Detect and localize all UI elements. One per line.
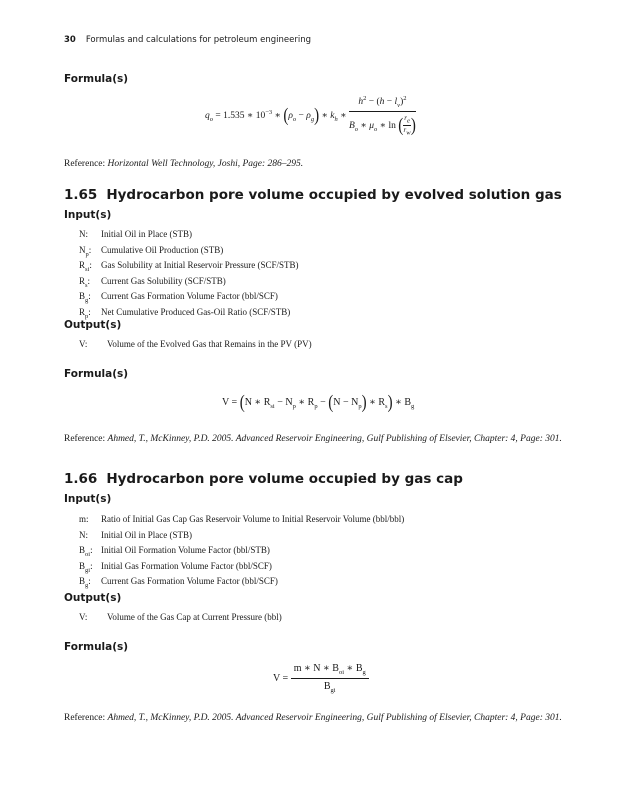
input-row: $R_s$: Current Gas Solubility (SCF/STB) [79,275,226,289]
section-title: Hydrocarbon pore volume occupied by gas cap [106,471,463,487]
reference-lead: Reference: [64,434,108,444]
reference-source: Ahmed, T., McKinney, P.D. 2005. Advanced Reservoir Engineering, Gulf Publishing of Elsevier, Chapter: 4, Page: 301. [107,434,562,444]
section-165-inputs-heading: Input(s) [64,209,112,221]
top-formula-heading: Formula(s) [64,73,129,85]
section-166-title [64,471,463,487]
input-row: $R_{si}$: Gas Solubility at Initial Reservoir Pressure (SCF/STB) [79,260,299,273]
top-formula-reference [64,158,564,171]
section-number: 1.66 [64,471,98,487]
input-row: $R_p$: Net Cumulative Produced Gas-Oil Ratio (SCF/STB) [79,306,291,320]
page-number: 30 [64,35,76,45]
section-title: Hydrocarbon pore volume occupied by evolved solution gas [106,187,562,203]
input-row: $B_g$: Current Gas Formation Volume Factor (bbl/SCF) [79,291,278,304]
reference-source: Horizontal Well Technology, Joshi, Page: 286–295. [107,159,304,169]
top-formula-equation: $q_o = 1.535$ ∗ $10^{-3}$ ∗ $(\rho_o - \rho_g)$ ∗ $k_h$ ∗ $h^2 - (h - l_v)^2$ $B_o$ ∗ $\mu_o$ ∗ ln ( $\frac{r_e}{r_w}$ ) [205,95,416,137]
section-166-formula-heading: Formula(s) [64,641,129,653]
input-row: $N_p$: Cumulative Oil Production (STB) [79,244,224,258]
section-165-title [64,187,562,203]
section-165-formula-heading: Formula(s) [64,368,129,380]
section-165-equation: V = (N ∗ $R_{si} - N_p$ ∗ $R_p - (N - N_p)$ ∗ $R_s$) ∗ $B_g$ [222,392,415,413]
section-166-inputs-list [79,514,404,592]
section-165-output: V: Volume of the Evolved Gas that Remains in the PV (PV) [79,339,312,349]
section-166-reference [64,712,564,725]
input-row: N: Initial Oil in Place (STB) [79,529,192,540]
input-row: N: Initial Oil in Place (STB) [79,229,192,239]
section-165-reference [64,433,564,446]
section-number: 1.65 [64,187,98,203]
section-165-outputs-heading: Output(s) [64,319,122,331]
section-165-inputs-list [79,229,299,322]
section-166-output: V: Volume of the Gas Cap at Current Pressure (bbl) [79,612,282,622]
input-row: $B_g$: Current Gas Formation Volume Factor (bbl/SCF) [79,576,278,589]
reference-lead: Reference: [64,159,108,169]
input-row: m: Ratio of Initial Gas Cap Gas Reservoir Volume to Initial Reservoir Volume (bbl/bbl) [79,514,405,524]
reference-source: Ahmed, T., McKinney, P.D. 2005. Advanced Reservoir Engineering, Gulf Publishing of Elsevier, Chapter: 4, Page: 301. [107,713,562,723]
input-row: $B_{gi}$: Initial Gas Formation Volume Factor (bbl/SCF) [79,560,272,574]
running-title: Formulas and calculations for petroleum engineering [85,35,311,45]
reference-lead: Reference: [64,713,108,723]
section-166-equation: V = $\frac{m ∗ N ∗ B_{oi} ∗ B_g}{B_{gi}}$ [273,663,369,694]
section-166-outputs-heading: Output(s) [64,592,122,604]
input-row: $B_{oi}$: Initial Oil Formation Volume Factor (bbl/STB) [79,545,270,558]
section-166-inputs-heading: Input(s) [64,493,112,505]
running-header [64,35,311,45]
